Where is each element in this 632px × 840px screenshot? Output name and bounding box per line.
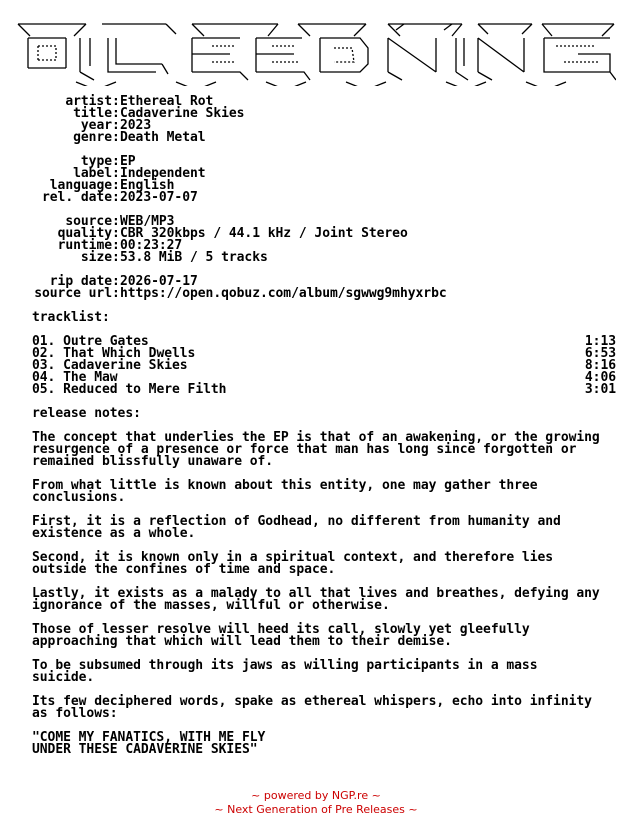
- info-row: [0, 192, 198, 204]
- track-duration: 3:01: [584, 382, 616, 397]
- track-row: [32, 384, 616, 396]
- info-label: language: [49, 178, 112, 193]
- info-colon: :: [112, 214, 120, 229]
- info-label: runtime: [57, 238, 112, 253]
- track-duration: 6:53: [584, 346, 616, 361]
- track-number: 04.: [32, 370, 56, 385]
- info-colon: :: [112, 118, 120, 133]
- info-colon: :: [112, 226, 120, 241]
- info-label: rel. date: [42, 190, 112, 205]
- info-label: type: [80, 154, 112, 169]
- info-label: artist: [65, 94, 112, 109]
- release-note-paragraph: To be subsumed through its jaws as willing participants in a mass suicide.: [32, 658, 538, 685]
- info-value: 2023: [120, 118, 152, 133]
- info-value: English: [120, 178, 175, 193]
- info-value: https://open.qobuz.com/album/sgwwg9mhyxrbc: [120, 286, 447, 301]
- info-label: year: [80, 118, 112, 133]
- track-title: Cadaverine Skies: [63, 358, 188, 373]
- info-colon: :: [112, 154, 120, 169]
- tracklist-heading: tracklist:: [32, 310, 110, 325]
- track-row: [32, 360, 616, 372]
- track-title: The Maw: [63, 370, 118, 385]
- info-colon: :: [112, 166, 120, 181]
- track-duration: 8:16: [584, 358, 616, 373]
- release-note-paragraph: From what little is known about this entity, one may gather three conclusions.: [32, 478, 538, 505]
- info-label: quality: [57, 226, 112, 241]
- info-value: EP: [120, 154, 136, 169]
- track-number: 01.: [32, 334, 56, 349]
- info-value: 2023-07-07: [120, 190, 198, 205]
- info-value: Death Metal: [120, 130, 206, 145]
- release-notes-heading: release notes:: [32, 406, 141, 421]
- info-label: rip date: [49, 274, 112, 289]
- info-value: Cadaverine Skies: [120, 106, 245, 121]
- info-colon: :: [112, 250, 120, 265]
- info-colon: :: [112, 190, 120, 205]
- release-note-paragraph: Its few deciphered words, spake as ethereal whispers, echo into infinity as follows:: [32, 694, 592, 721]
- release-note-paragraph: First, it is a reflection of Godhead, no different from humanity and existence as a whole.: [32, 514, 561, 541]
- release-note-paragraph: "COME MY FANATICS, WITH ME FLY UNDER THESE CADAVERINE SKIES": [32, 730, 266, 757]
- info-label: label: [73, 166, 112, 181]
- track-title: Outre Gates: [63, 334, 149, 349]
- track-number: 05.: [32, 382, 56, 397]
- info-colon: :: [112, 94, 120, 109]
- info-colon: :: [112, 238, 120, 253]
- info-label: source: [65, 214, 112, 229]
- info-value: 53.8 MiB / 5 tracks: [120, 250, 268, 265]
- release-note-paragraph: Lastly, it exists as a malady to all that lives and breathes, defying any ignorance of the masses, willful or otherwise.: [32, 586, 600, 613]
- info-colon: :: [112, 106, 120, 121]
- info-value: 2026-07-17: [120, 274, 198, 289]
- info-row: [0, 132, 206, 144]
- release-note-paragraph: The concept that underlies the EP is that of an awakening, or the growing resurgence of a presence or force that man has long since forgotten or remained blissfully unaware of.: [32, 430, 600, 469]
- info-value: 00:23:27: [120, 238, 183, 253]
- release-note-paragraph: Second, it is known only in a spiritual context, and therefore lies outside the confines of time and space.: [32, 550, 554, 577]
- footer-powered-by: ~ powered by NGP.re ~: [251, 789, 381, 802]
- info-value: Independent: [120, 166, 206, 181]
- track-title: That Which Dwells: [63, 346, 196, 361]
- info-label: genre: [73, 130, 112, 145]
- info-colon: :: [112, 274, 120, 289]
- track-duration: 4:06: [584, 370, 616, 385]
- info-label: title: [73, 106, 112, 121]
- footer-tagline: ~ Next Generation of Pre Releases ~: [214, 803, 418, 816]
- info-label: source url: [34, 286, 112, 301]
- info-label: size: [80, 250, 112, 265]
- info-value: Ethereal Rot: [120, 94, 214, 109]
- track-number: 02.: [32, 346, 56, 361]
- info-colon: :: [112, 130, 120, 145]
- release-note-paragraph: Those of lesser resolve will heed its call, slowly yet gleefully approaching that which will lead them to their demise.: [32, 622, 530, 649]
- ascii-logo: [16, 16, 616, 86]
- info-row: [0, 288, 447, 300]
- info-colon: :: [112, 178, 120, 193]
- info-row: [0, 252, 268, 264]
- info-colon: :: [112, 286, 120, 301]
- info-value: WEB/MP3: [120, 214, 175, 229]
- track-number: 03.: [32, 358, 56, 373]
- track-title: Reduced to Mere Filth: [63, 382, 227, 397]
- info-value: CBR 320kbps / 44.1 kHz / Joint Stereo: [120, 226, 408, 241]
- track-duration: 1:13: [584, 334, 616, 349]
